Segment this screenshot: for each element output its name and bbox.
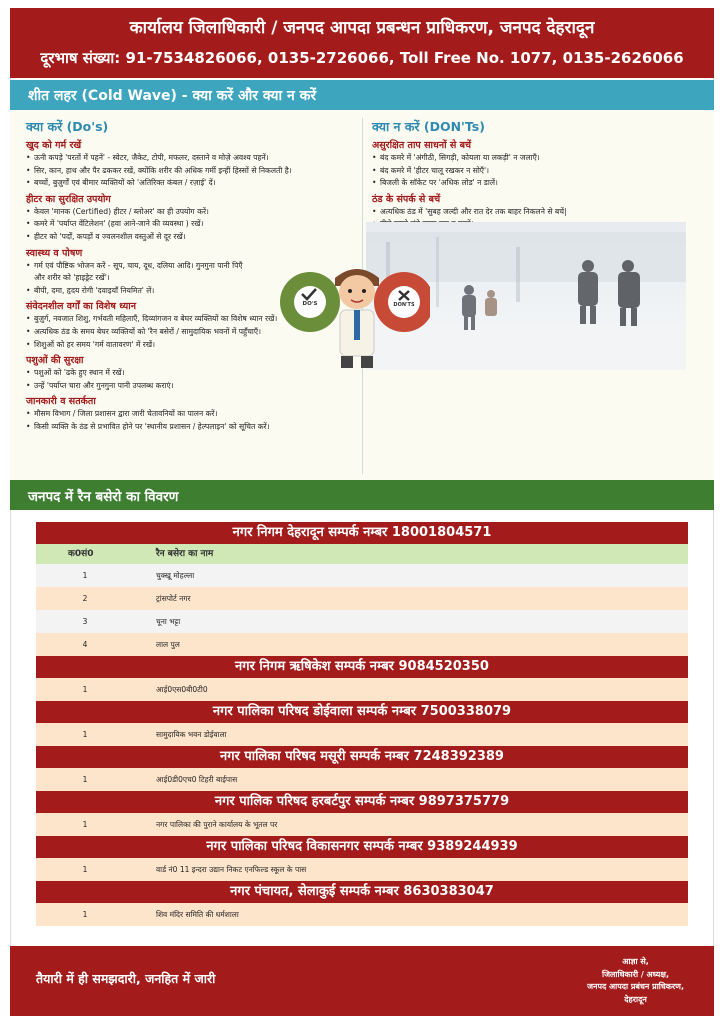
dos-item: • गर्म एवं पौष्टिक भोजन करें - सूप, चाय, दूध, दलिया आदि। गुनगुना पानी पिएँ <box>26 260 356 273</box>
section-header: नगर निगम ऋषिकेश सम्पर्क नम्बर 9084520350 <box>36 656 688 678</box>
phone-numbers: दूरभाष संख्या: 91-7534826066, 0135-2726066, Toll Free No. 1077, 0135-2626066 <box>40 49 684 67</box>
row-serial: 1 <box>82 910 88 919</box>
dos-item: • केवल 'मानक (Certified) हीटर / ब्लोअर' का ही उपयोग करें। <box>26 206 356 219</box>
section-header: नगर पालिका परिषद डोईवाला सम्पर्क नम्बर 7500338079 <box>36 701 688 723</box>
dos-group-title: संवेदनशील वर्गों का विशेष ध्यान <box>26 301 136 313</box>
row-serial: 3 <box>82 617 88 626</box>
row-name: नगर पालिका की पुराने कार्यालय के भूतल पर <box>156 820 278 829</box>
dos-item: • बीपी, दमा, हृदय रोगी 'दवाइयाँ नियमित' लें। <box>26 285 356 298</box>
cartoon-person-icon <box>335 269 379 368</box>
dos-group-title: हीटर का सुरक्षित उपयोग <box>26 193 111 205</box>
section-header: नगर निगम देहरादून सम्पर्क नम्बर 18001804571 <box>36 522 688 544</box>
dos-heading: क्या करें (Do's) <box>26 119 109 134</box>
section-header: नगर पालिक परिषद हरबर्टपुर सम्पर्क नम्बर 9897375779 <box>36 791 688 813</box>
dos-group-title: खुद को गर्म रखें <box>26 140 82 151</box>
footer-bar <box>10 946 714 1016</box>
section-header: नगर पंचायत, सेलाकुई सम्पर्क नम्बर 8630383047 <box>36 881 688 903</box>
dos-group-title: पशुओं की सुरक्षा <box>26 355 84 367</box>
row-name: चूना भट्टा <box>156 617 181 626</box>
section-header: नगर पालिका परिषद मसूरी सम्पर्क नम्बर 7248392389 <box>36 746 688 768</box>
row-name: शिव मंदिर समिति की धर्मशाला <box>156 910 239 919</box>
serial-column-header: क0सं0 <box>68 549 94 559</box>
table-row <box>36 564 688 587</box>
table-row <box>36 768 688 791</box>
table-row <box>36 903 688 926</box>
table-row <box>36 587 688 610</box>
row-serial: 1 <box>82 820 88 829</box>
sign-line: आज्ञा से, <box>622 957 649 966</box>
table-row <box>36 610 688 633</box>
dos-item: • ऊनी कपड़े 'परतों में पहनें' - स्वेटर, जैकेट, टोपी, मफलर, दस्ताने व मोज़े अवश्य पहनें। <box>26 152 356 165</box>
row-name: ट्रांसपोर्ट नगर <box>156 594 191 603</box>
row-name: चुक्खू मोहल्ला <box>156 571 195 580</box>
section-header: नगर पालिका परिषद विकासनगर सम्पर्क नम्बर 9389244939 <box>36 836 688 858</box>
donts-item: • बंद कमरे में 'अंगीठी, सिगड़ी, कोयला या लकड़ी' न जलाएँ। <box>372 152 702 165</box>
table-row <box>36 678 688 701</box>
table-row <box>36 723 688 746</box>
issuing-authority <box>587 956 684 1006</box>
table-column-headers <box>36 544 688 564</box>
row-name: सामुदायिक भवन डोईवाला <box>156 730 227 739</box>
row-serial: 1 <box>82 685 88 694</box>
dos-item: • पशुओं को 'ढके हुए स्थान में रखें। <box>26 367 356 380</box>
dos-item: • शिशुओं को हर समय 'गर्म वातावरण' में रखें। <box>26 339 356 352</box>
dos-item: • सिर, कान, हाथ और पैर ढककर रखें, क्योंकि शरीर की अधिक गर्मी इन्हीं हिस्सों से निकलती है। <box>26 165 356 178</box>
row-serial: 1 <box>82 730 88 739</box>
sign-line: जिलाधिकारी / अध्यक्ष, <box>602 969 670 979</box>
row-serial: 1 <box>82 865 88 874</box>
dos-donts-illustration <box>280 258 430 368</box>
row-name: लाल पुल <box>156 640 180 649</box>
dos-badge-label: DO'S <box>302 301 318 307</box>
table-row <box>36 858 688 881</box>
cold-wave-title-bar: शीत लहर (Cold Wave) - क्या करें और क्या न करें <box>10 80 714 110</box>
donts-item: • बिजली के सॉकेट पर 'अधिक लोड' न डालें। <box>372 177 702 190</box>
dos-group-title: स्वास्थ्य व पोषण <box>26 247 83 259</box>
rain-basera-title-bar: जनपद में रैन बसेरो का विवरण <box>10 480 714 510</box>
donts-badge-label: DON'TS <box>393 302 415 308</box>
row-serial: 2 <box>82 594 88 603</box>
donts-item: • बंद कमरे में 'हीटर चालू रखकर न सोएँ'। <box>372 165 702 178</box>
sign-line: देहरादून <box>624 994 647 1004</box>
office-header <box>10 8 714 78</box>
sign-line: जनपद आपदा प्रबंधन प्राधिकरण, <box>587 982 684 991</box>
dos-item: • अत्यधिक ठंड के समय बेघर व्यक्तियों को 'रैन बसेरों / सामुदायिक भवनों में पहुँचाएँ। <box>26 326 356 339</box>
donts-heading: क्या न करें (DON'Ts) <box>372 119 485 134</box>
row-name: आई0एस0बी0टी0 <box>156 685 208 694</box>
dos-item: • किसी व्यक्ति के ठंड से प्रभावित होने पर 'स्थानीय प्रशासन / हेल्पलाइन' को सूचित करें। <box>26 421 356 434</box>
table-row <box>36 813 688 836</box>
office-title: कार्यालय जिलाधिकारी / जनपद आपदा प्रबन्धन प्राधिकरण, जनपद देहरादून <box>129 18 595 38</box>
row-name: आई0डी0एच0 टिहरी बाईपास <box>156 775 238 784</box>
donts-item: • अत्यधिक ठंड में 'सुबह जल्दी और रात देर तक बाहर निकलने से बचें| <box>372 206 702 219</box>
dos-item: • हीटर को 'पर्दों, कपड़ों व ज्वलनशील वस्तुओं से दूर रखें। <box>26 231 356 244</box>
donts-group-title: ठंड के संपर्क से बचें <box>372 193 441 205</box>
footer-motto: तैयारी में ही समझदारी, जनहित में जारी <box>36 971 216 986</box>
row-serial: 1 <box>82 775 88 784</box>
dos-group-title: जानकारी व सतर्कता <box>26 396 96 408</box>
name-column-header: रैन बसेरा का नाम <box>156 549 214 559</box>
dos-item: • बुज़ुर्ग, नवजात शिशु, गर्भवती महिलाएँ, दिव्यांगजन व बेघर व्यक्तियों का विशेष ध्यान रखें। <box>26 313 356 326</box>
row-serial: 1 <box>82 571 88 580</box>
dos-item: • बच्चों, बुज़ुर्गों एवं बीमार व्यक्तियों को 'अतिरिक्त कंबल / रज़ाई' दें। <box>26 177 356 190</box>
row-name: वार्ड नं0 11 इन्दरा उद्यान निकट एनफिल्ड स्कूल के पास <box>156 865 307 874</box>
rain-basera-table <box>36 522 688 926</box>
dos-item: • मौसम विभाग / जिला प्रशासन द्वारा जारी चेतावनियों का पालन करें। <box>26 408 356 421</box>
row-serial: 4 <box>82 640 88 649</box>
dos-item: • उन्हें 'पर्याप्त चारा और गुनगुना पानी उपलब्ध कराएं। <box>26 380 356 393</box>
dos-item: • कमरे में 'पर्याप्त वेंटिलेशन' (हवा आने-जाने की व्यवस्था ) रखें। <box>26 218 356 231</box>
table-row <box>36 633 688 656</box>
dos-item-continuation: और शरीर को 'हाइड्रेट रखें'। <box>34 273 110 283</box>
donts-group-title: असुरक्षित ताप साधनों से बचें <box>372 140 472 151</box>
